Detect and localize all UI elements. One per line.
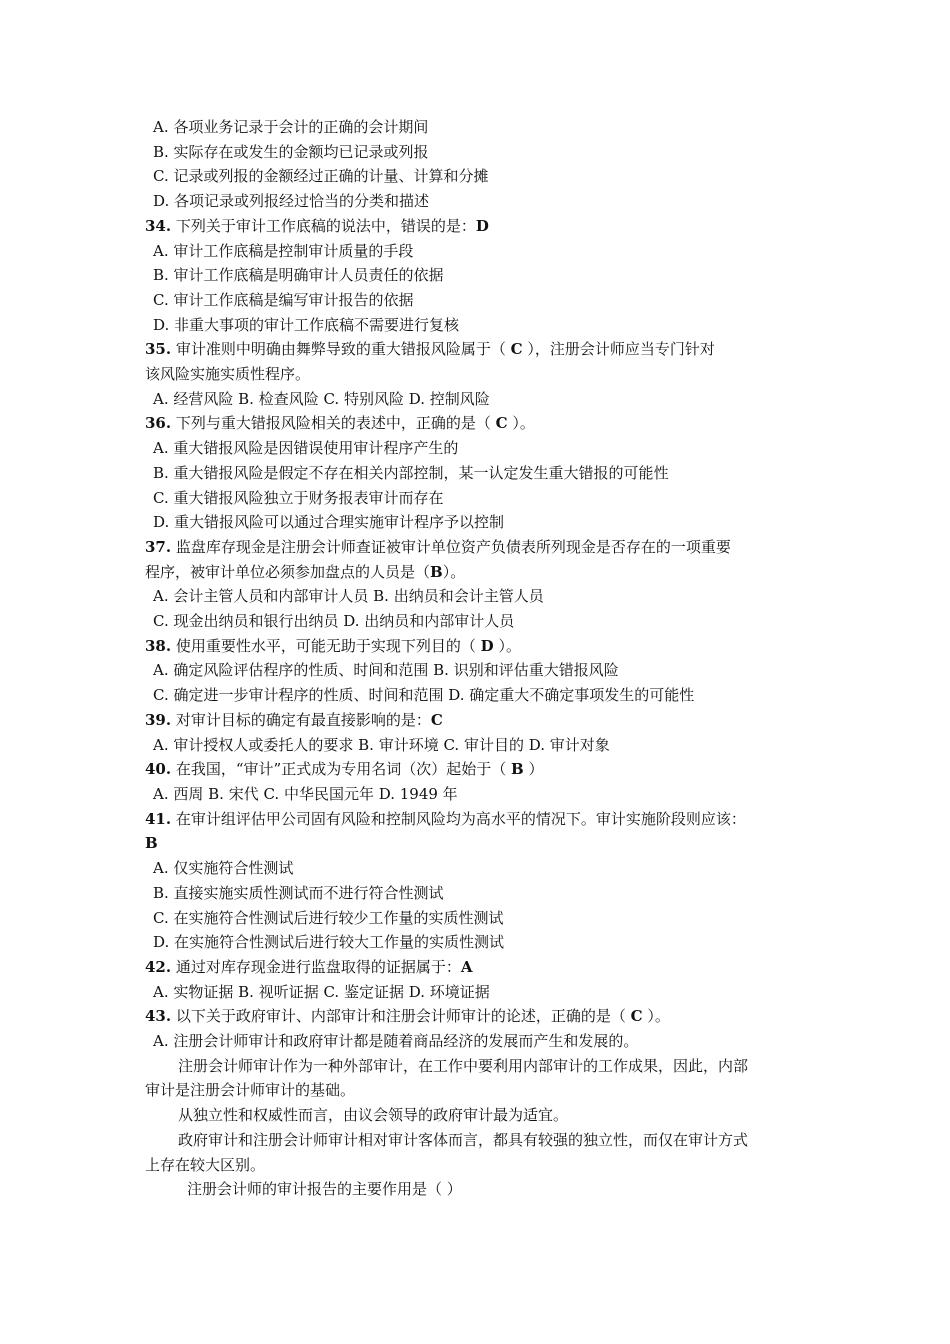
question-number: 41. [145,809,172,828]
answer-mark: B [511,760,524,779]
paragraph-line: 注册会计师的审计报告的主要作用是（ ） [187,1180,462,1199]
question-number: 39. [145,710,172,729]
answer-mark: D [480,636,494,655]
question-line [145,1004,810,1029]
question-line [145,337,810,362]
question-text-tail: ）。 [507,414,535,433]
option-line: A. 各项业务记录于会计的正确的会计期间 [153,118,429,136]
answer-mark: D [475,216,489,235]
option-line: C. 现金出纳员和银行出纳员 D. 出纳员和内部审计人员 [153,612,515,631]
option-line: A. 会计主管人员和内部审计人员 B. 出纳员和会计主管人员 [153,587,544,606]
question-number: 36. [145,414,172,433]
option-line: D. 重大错报风险可以通过合理实施审计程序予以控制 [153,513,505,532]
option-line: D. 非重大事项的审计工作底稿不需要进行复核 [153,315,460,334]
option-line: D. 各项记录或列报经过恰当的分类和描述 [153,192,430,211]
paragraph-line: 从独立性和权威性而言，由议会领导的政府审计最为适宜。 [178,1106,569,1125]
answer-mark: C [430,710,443,729]
question-number: 34. [145,216,172,235]
question-line [145,708,810,733]
option-line: A. 审计工作底稿是控制审计质量的手段 [153,241,414,260]
question-text-tail: ） [523,760,544,779]
question-line [145,807,810,832]
question-text: 使用重要性水平，可能无助于实现下列目的（ [171,636,481,655]
option-line: B. 直接实施实质性测试而不进行符合性测试 [153,883,444,902]
continuation-line: 审计是注册会计师审计的基础。 [145,1081,356,1100]
question-text: 在审计组评估甲公司固有风险和控制风险均为高水平的情况下。审计实施阶段则应该： [171,809,746,828]
option-line: A. 实物证据 B. 视听证据 C. 鉴定证据 D. 环境证据 [153,982,490,1001]
answer-mark: C [510,340,523,359]
question-text-tail: ）。 [493,636,521,655]
option-line: A. 重大错报风险是因错误使用审计程序产生的 [153,439,459,458]
question-text-tail: ）。 [642,1007,670,1026]
option-line: C. 审计工作底稿是编写审计报告的依据 [153,290,414,309]
option-line: D. 在实施符合性测试后进行较大工作量的实质性测试 [153,933,505,952]
question-number: 37. [145,537,172,556]
question-text: 下列与重大错报风险相关的表述中，正确的是（ [171,414,496,433]
question-number: 43. [145,1007,172,1026]
option-line: A. 注册会计师审计和政府审计都是随着商品经济的发展而产生和发展的。 [153,1032,639,1051]
question-text: 程序，被审计单位必须参加盘点的人员是（ [145,562,431,581]
option-line: A. 西周 B. 宋代 C. 中华民国元年 D. 1949 年 [153,784,458,803]
option-line: B. 重大错报风险是假定不存在相关内部控制，某一认定发生重大错报的可能性 [153,463,669,482]
option-line: A. 审计授权人或委托人的要求 B. 审计环境 C. 审计目的 D. 审计对象 [153,735,610,754]
continuation-line: 该风险实施实质性程序。 [145,365,311,384]
question-line [145,955,810,980]
question-text-tail: ），注册会计师应当专门针对 [522,340,715,359]
option-line: C. 确定进一步审计程序的性质、时间和范围 D. 确定重大不确定事项发生的可能性 [153,686,695,705]
question-line [145,411,810,436]
question-list [145,115,810,1202]
answer-mark: B [430,562,443,581]
option-line: A. 确定风险评估程序的性质、时间和范围 B. 识别和评估重大错报风险 [153,661,619,680]
option-line: C. 在实施符合性测试后进行较少工作量的实质性测试 [153,908,504,927]
answer-mark: C [495,414,508,433]
option-line: C. 重大错报风险独立于财务报表审计而存在 [153,488,444,507]
question-line [145,535,810,560]
question-text: 监盘库存现金是注册会计师查证被审计单位资产负债表所列现金是否存在的一项重要 [171,537,731,556]
question-line [145,831,810,856]
option-line: C. 记录或列报的金额经过正确的计量、计算和分摊 [153,167,489,186]
question-text: 通过对库存现金进行监盘取得的证据属于： [171,957,461,976]
option-line: B. 实际存在或发生的金额均已记录或列报 [153,142,429,161]
question-text: 下列关于审计工作底稿的说法中，错误的是： [171,216,476,235]
question-line [145,757,810,782]
question-line [145,634,810,659]
question-line [145,214,810,239]
question-number: 40. [145,760,172,779]
question-number: 35. [145,340,172,359]
question-text: 对审计目标的确定有最直接影响的是： [171,710,431,729]
option-line: B. 审计工作底稿是明确审计人员责任的依据 [153,266,444,285]
paragraph-line: 注册会计师审计作为一种外部审计，在工作中要利用内部审计的工作成果，因此，内部 [178,1056,749,1075]
answer-mark: B [145,834,158,853]
option-line: A. 仅实施符合性测试 [153,859,294,878]
paragraph-line: 政府审计和注册会计师审计相对审计客体而言，都具有较强的独立性，而仅在审计方式 [178,1130,749,1149]
question-text: 审计准则中明确由舞弊导致的重大错报风险属于（ [171,340,511,359]
question-text: 在我国，“审计”正式成为专用名词（次）起始于（ [171,760,511,779]
question-line [145,560,810,585]
continuation-line: 上存在较大区别。 [145,1155,266,1174]
question-number: 38. [145,636,172,655]
answer-mark: A [460,957,473,976]
answer-mark: C [630,1007,643,1026]
question-text-tail: ）。 [442,562,466,581]
question-text: 以下关于政府审计、内部审计和注册会计师审计的论述，正确的是（ [171,1007,631,1026]
option-line: A. 经营风险 B. 检查风险 C. 特别风险 D. 控制风险 [153,389,490,408]
question-number: 42. [145,957,172,976]
